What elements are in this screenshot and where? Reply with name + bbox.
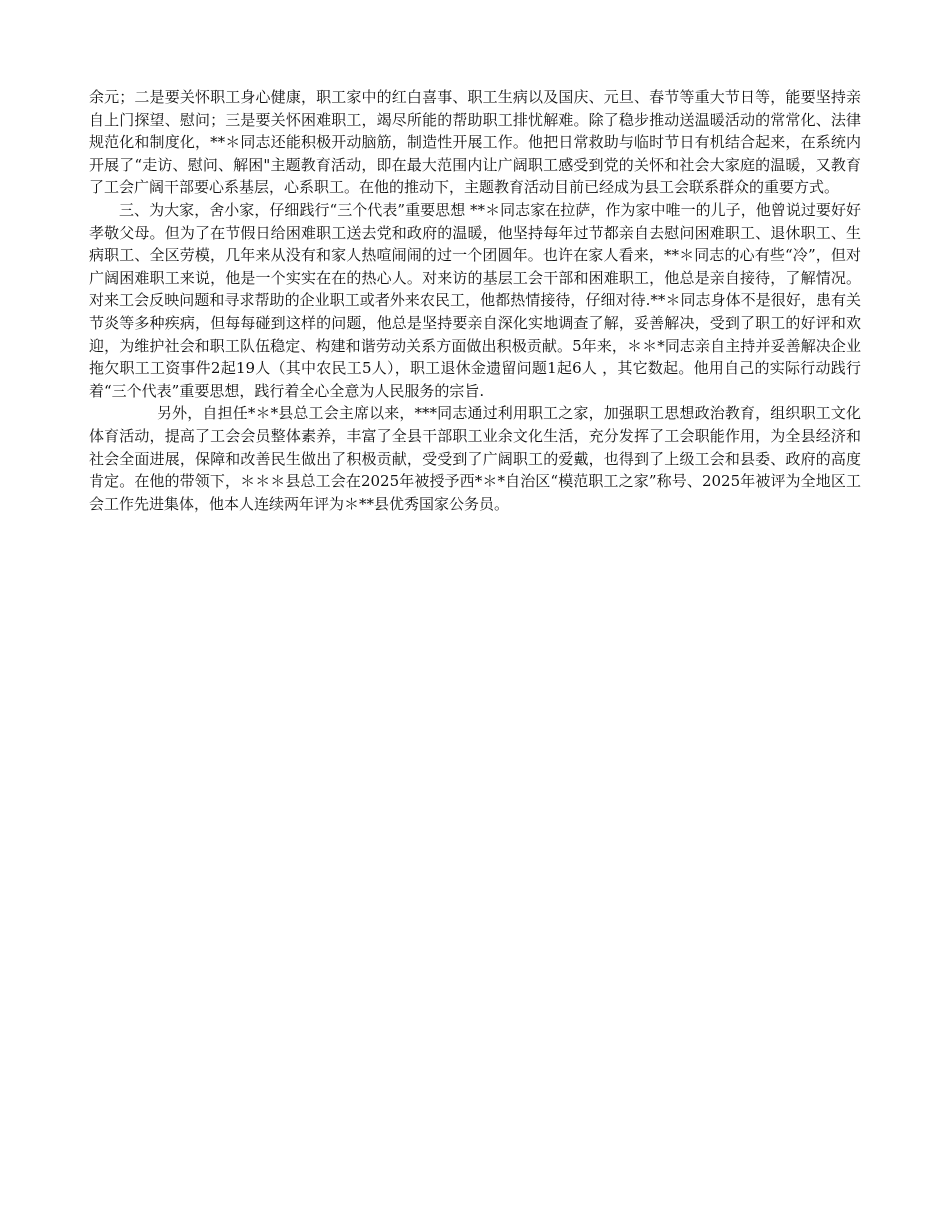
paragraph-continuation: 余元；二是要关怀职工身心健康，职工家中的红白喜事、职工生病以及国庆、元旦、春节等重大节日等，能要坚持亲自上门探望、慰问；三是要关怀困难职工，竭尽所能的帮助职工排忧解难。除了稳步推动送温暖活动的常常化、法律规范化和制度化，**＊同志还能积极开动脑筋，制造性开展工作。他把日常救助与临时节日有机结合起来，在系统内开展了“走访、慰问、解困"主题教育活动，即在最大范围内让广阔职工感受到党的关怀和社会大家庭的温暖，又教育了工会广阔干部要心系基层，心系职工。在他的推动下，主题教育活动目前已经成为县工会联系群众的重要方式。 [89, 88, 861, 197]
paragraph-section-three: 三、为大家，舍小家，仔细践行“三个代表”重要思想 **＊同志家在拉萨，作为家中唯一的儿子，他曾说过要好好孝敬父母。但为了在节假日给困难职工送去党和政府的温暖，他坚持每年过节都亲自去慰问困难职工、退休职工、生病职工、全区劳模，几年来从没有和家人热喧闹闹的过一个团圆年。也许在家人看来，**＊同志的心有些“冷”，但对广阔困难职工来说，他是一个实实在在的热心人。对来访的基层工会干部和困难职工，他总是亲自接待，了解情况。对来工会反映问题和寻求帮助的企业职工或者外来农民工，他都热情接待，仔细对待.**＊同志身体不是很好，患有关节炎等多种疾病，但每每碰到这样的问题，他总是坚持要亲自深化实地调查了解，妥善解决，受到了职工的好评和欢迎，为维护社会和职工队伍稳定、构建和谐劳动关系方面做出积极贡献。5年来，＊＊*同志亲自主持并妥善解决企业拖欠职工工资事件2起19人（其中农民工5人），职工退休金遗留问题1起6人 ，其它数起。他用自己的实际行动践行着“三个代表”重要思想，践行着全心全意为人民服务的宗旨. [89, 200, 861, 400]
document-body [89, 86, 861, 515]
paragraph-conclusion: 另外，自担任*＊*县总工会主席以来，***同志通过利用职工之家，加强职工思想政治教育，组织职工文化体育活动，提高了工会会员整体素养，丰富了全县干部职工业余文化生活，充分发挥了工会职能作用，为全县经济和社会全面进展，保障和改善民生做出了积极贡献，受受到了广阔职工的爱戴，也得到了上级工会和县委、政府的高度肯定。在他的带领下，＊＊＊县总工会在2025年被授予西*＊*自治区“模范职工之家”称号、2025年被评为全地区工会工作先进集体，他本人连续两年评为＊**县优秀国家公务员。 [89, 404, 861, 513]
